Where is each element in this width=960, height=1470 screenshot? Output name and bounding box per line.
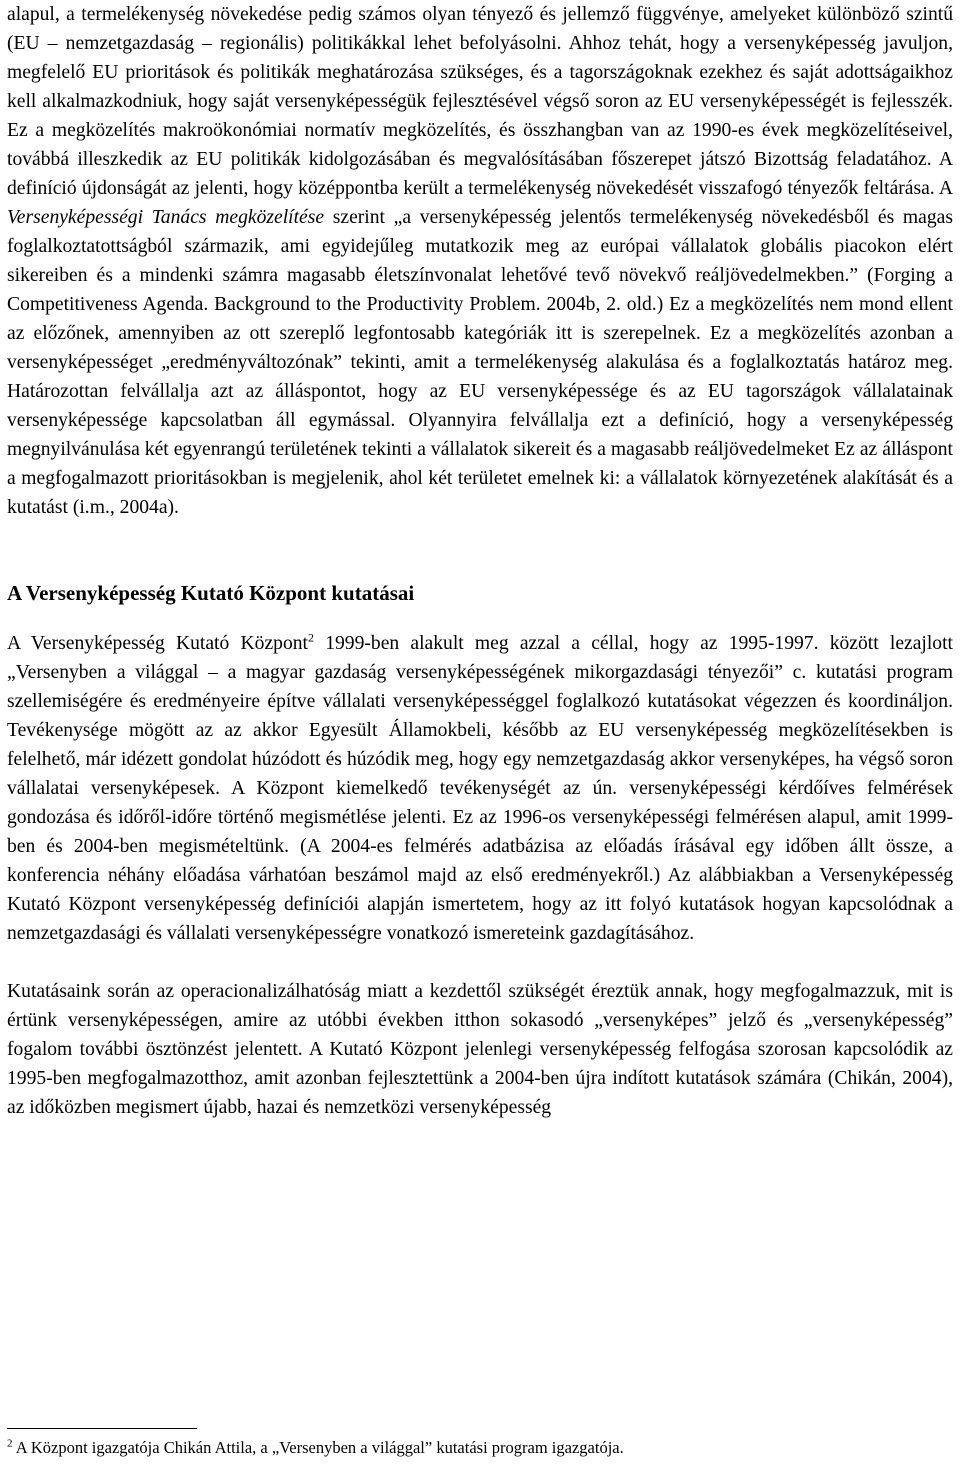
footnote-reference: 2 <box>307 630 314 645</box>
body-paragraph-3: Kutatásaink során az operacionalizálhatóság miatt a kezdettől szükségét éreztük annak, hogy megfogalmazzuk, mit is értünk versenyképességen, amire az utóbbi években itthon sokasodó „versenyképes” jelző és „versenyképesség” fogalom további ösztönzést jelentett. A Kutató Központ jelenlegi versenyképesség felfogása szorosan kapcsolódik az 1995-ben megfogalmazotthoz, amit azonban fejlesztettünk a 2004-ben újra indított kutatások számára (Chikán, 2004), az időközben megismert újabb, hazai és nemzetközi versenyképesség <box>7 981 953 1118</box>
document-page <box>7 0 953 1122</box>
paragraph-1-italic: Versenyképességi Tanács megközelítése <box>7 207 325 228</box>
footnote-divider <box>7 1428 197 1429</box>
body-paragraph-1 <box>7 0 953 522</box>
footnote-text: A Központ igazgatója Chikán Attila, a „Versenyben a világgal” kutatási program igazgatója. <box>12 1438 624 1457</box>
body-paragraph-2 <box>7 629 953 948</box>
paragraph-1-rest: szerint „a versenyképesség jelentős termelékenység növekedésből és magas foglalkoztatottságból származik, ami egyidejűleg mutatkozik meg az európai vállalatok globális piacokon elért sikereiben és a mindenki számra magasabb életszínvonalat lehetővé tevő növekvő reáljövedelmekben.” (Forging a Competitiveness Agenda. Background to the Productivity Problem. 2004b, 2. old.) Ez a megközelítés nem mond ellent az előzőnek, amennyiben az ott szereplő legfontosabb kategóriák itt is szerepelnek. Ez a megközelítés azonban a versenyképességet „eredményváltozónak” tekinti, amit a termelékenység alakulása és a foglalkoztatás határoz meg. Határozottan felvállalja azt az álláspontot, hogy az EU versenyképessége és az EU tagországok vállalatainak versenyképessége kapcsolatban áll egymással. Olyannyira felvállalja ezt a definíció, hogy a versenyképesség megnyilvánulása két egyenrangú területének tekinti a vállalatok sikereit és a magasabb reáljövedelmeket Ez az álláspont a megfogalmazott prioritásokban is megjelenik, ahol két területet emelnek ki: a vállalatok környezetének alakítását és a kutatást (i.m., 2004a). <box>7 207 953 518</box>
section-heading: A Versenyképesség Kutató Központ kutatásai <box>7 581 415 605</box>
paragraph-2-start: A Versenyképesség Kutató Központ <box>7 633 308 654</box>
footnote <box>7 1436 953 1460</box>
paragraph-2-rest: 1999-ben alakult meg azzal a céllal, hogy az 1995-1997. között lezajlott „Versenyben a világgal – a magyar gazdaság versenyképességének mikorgazdasági tényezői” c. kutatási program szellemiségére és eredményeire építve vállalati versenyképességgel foglalkozó kutatásokat végezzen és koordináljon. Tevékenysége mögött az az akkor Egyesült Államokbeli, később az EU versenyképesség megközelítésekben is felelhető, már idézett gondolat húzódott és húzódik meg, hogy egy nemzetgazdaság akkor versenyképes, ha végső soron vállalatai versenyképesek. A Központ kiemelkedő tevékenységét az ún. versenyképességi kérdőíves felmérések gondozása és időről-időre történő megismétlése jelenti. Ez az 1996-os versenyképességi felmérésen alapul, amit 1999-ben és 2004-ben megismételtünk. (A 2004-es felmérés adatbázisa az előadás írásával egy időben állt össze, a konferencia néhány előadása várhatóan beszámol majd az első eredményekről.) Az alábbiakban a Versenyképesség Kutató Központ versenyképesség definíciói alapján ismertetem, hogy az itt folyó kutatások hogyan kapcsolódnak a nemzetgazdasági és vállalati versenyképességre vonatkozó ismereteink gazdagításához. <box>7 633 953 944</box>
footnote-marker: 2 <box>7 1437 13 1450</box>
paragraph-1-text: alapul, a termelékenység növekedése pedig számos olyan tényező és jellemző függvénye, amelyeket különböző szintű (EU – nemzetgazdaság – regionális) politikákkal lehet befolyásolni. Ahhoz tehát, hogy a versenyképesség javuljon, megfelelő EU prioritások és politikák meghatározása szükséges, és a tagországoknak ezekhez és saját adottságaikhoz kell alkalmazkodniuk, hogy saját versenyképességük fejlesztésével végső soron az EU versenyképességét is fejlesszék. Ez a megközelítés makroökonómiai normatív megközelítés, és összhangban van az 1990-es évek megközelítéseivel, továbbá illeszkedik az EU politikák kidolgozásában és megvalósításában főszerepet játszó Bizottság feladatához. A definíció újdonságát az jelenti, hogy középpontba került a termelékenység növekedését visszafogó tényezők feltárása. A <box>7 4 953 199</box>
